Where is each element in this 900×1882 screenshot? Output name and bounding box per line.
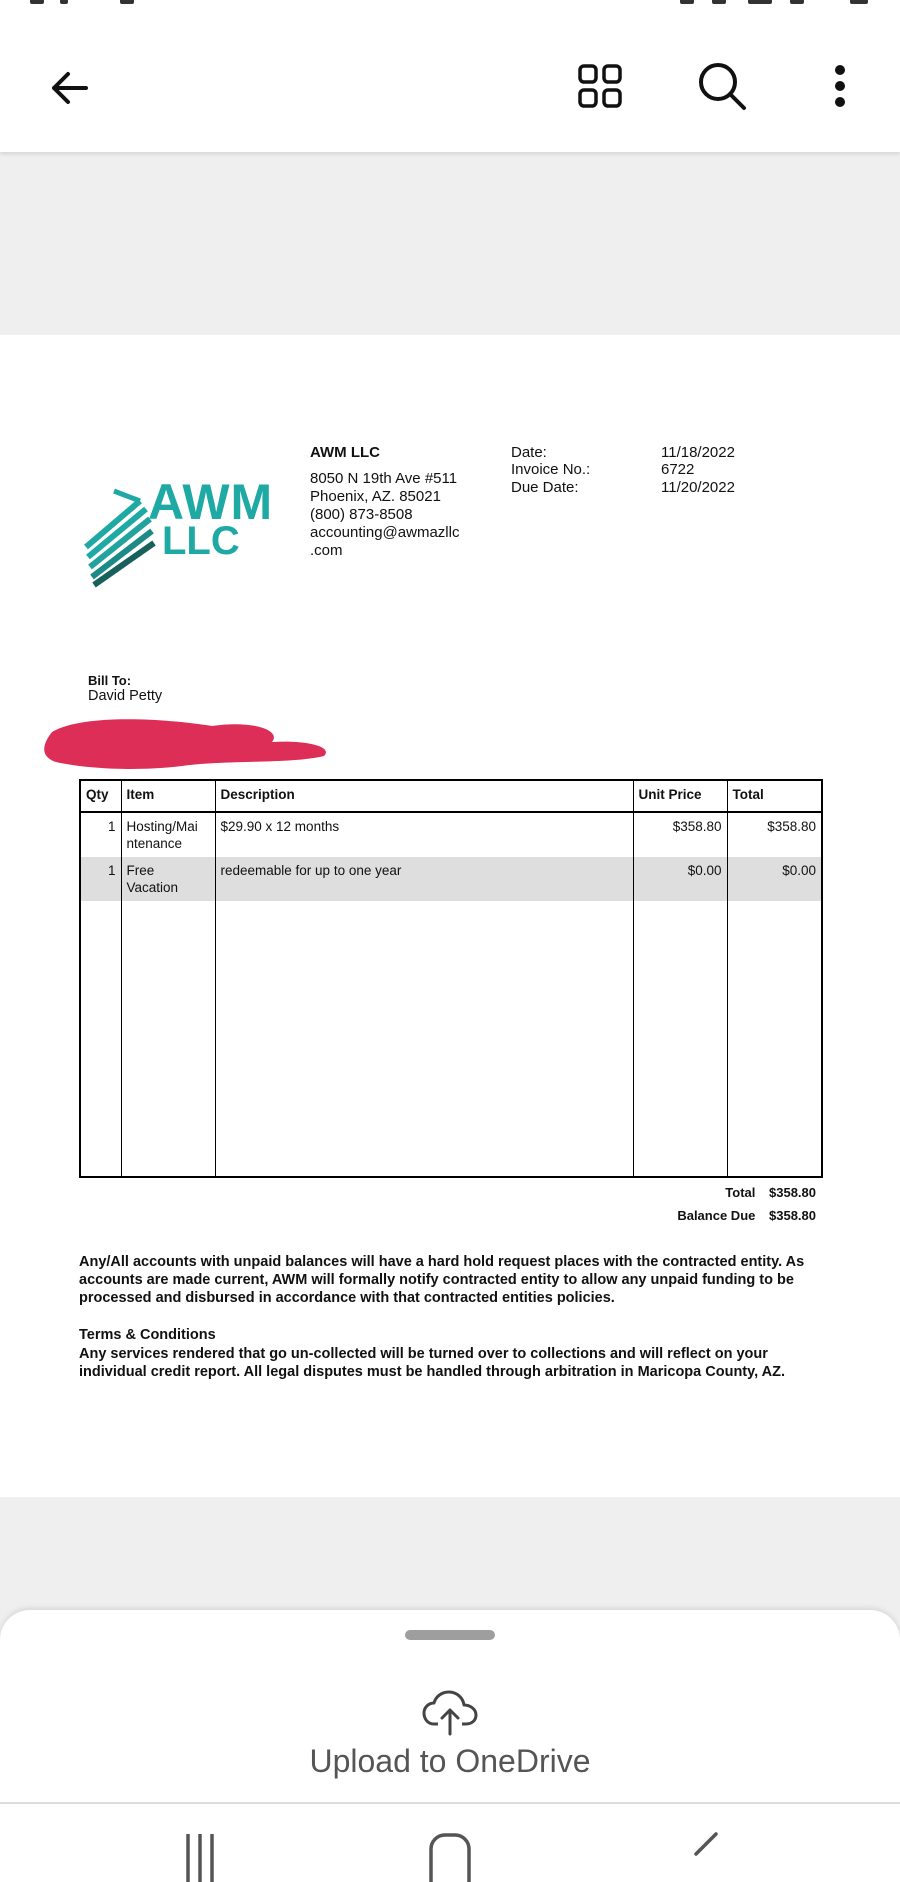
date-label: Date:: [511, 444, 547, 461]
terms-title: Terms & Conditions: [79, 1327, 216, 1343]
company-logo: [80, 475, 280, 595]
more-vertical-icon: [834, 64, 846, 108]
recent-apps-button[interactable]: [170, 1832, 230, 1880]
grid-view-icon: [576, 62, 624, 110]
date-value: 11/18/2022: [661, 444, 735, 461]
bill-to-name: David Petty: [88, 688, 163, 704]
row-qty: 1: [80, 857, 121, 901]
balance-due-label: Balance Due: [677, 1208, 756, 1223]
header-description: Description: [215, 780, 633, 812]
row-total: $0.00: [727, 857, 822, 901]
recent-apps-icon: [180, 1832, 220, 1882]
row-qty: 1: [80, 812, 121, 857]
logo-text-awm: AWM: [148, 474, 274, 530]
system-nav-bar: [0, 1802, 900, 1882]
unpaid-balance-notice: Any/All accounts with unpaid balances will have a hard hold request places with the contracted entity. As accounts are made current, AWM will formally notify contracted entity to allow any unpaid funding to be processed and disbursed in accordance with that contracted entities policies.: [79, 1254, 805, 1306]
status-bar: [0, 0, 900, 8]
due-date-value: 11/20/2022: [661, 479, 735, 496]
header-unit-price: Unit Price: [633, 780, 727, 812]
total-label: Total: [725, 1185, 756, 1200]
home-button[interactable]: [420, 1832, 480, 1880]
row-item: Free Vacation: [121, 857, 215, 901]
balance-due-row: [677, 1208, 816, 1223]
top-app-bar: [0, 0, 900, 152]
table-header-row: [80, 780, 822, 812]
redaction-scribble: [42, 712, 332, 772]
upload-label: Upload to OneDrive: [309, 1743, 591, 1779]
balance-due-value: $358.80: [769, 1208, 816, 1223]
cloud-upload-icon: [422, 1690, 478, 1736]
invoice-no-label: Invoice No.:: [511, 461, 591, 478]
more-options-button[interactable]: [816, 56, 864, 116]
company-email-cont: .com: [310, 542, 343, 559]
search-icon: [696, 60, 748, 112]
drag-handle[interactable]: [405, 1630, 495, 1640]
arrow-left-icon: [46, 64, 94, 112]
row-unit-price: $358.80: [633, 812, 727, 857]
total-value: $358.80: [769, 1185, 816, 1200]
row-total: $358.80: [727, 812, 822, 857]
due-date-label: Due Date:: [511, 479, 579, 496]
row-unit-price: $0.00: [633, 857, 727, 901]
nav-back-icon: [690, 1832, 720, 1882]
back-button[interactable]: [40, 58, 100, 118]
logo-text-llc: LLC: [162, 519, 240, 563]
row-description: redeemable for up to one year: [215, 857, 633, 901]
total-row: [725, 1185, 816, 1200]
header-total: Total: [727, 780, 822, 812]
company-email: accounting@awmazllc: [310, 524, 460, 541]
company-address-line2: Phoenix, AZ. 85021: [310, 488, 441, 505]
grid-view-button[interactable]: [570, 56, 630, 116]
bill-to-label: Bill To:: [88, 673, 132, 688]
home-icon: [428, 1832, 472, 1882]
invoice-items-table: [79, 779, 823, 1178]
company-address-line1: 8050 N 19th Ave #511: [310, 470, 458, 487]
terms-body: Any services rendered that go un-collected will be turned over to collections and will reflect on your individual credit report. All legal disputes must be handled through arbitration in Maricopa County, AZ.: [79, 1346, 785, 1380]
company-name: AWM LLC: [310, 444, 380, 461]
header-qty: Qty: [80, 780, 121, 812]
search-button[interactable]: [690, 54, 754, 118]
table-row: [80, 812, 822, 857]
document-page[interactable]: [0, 335, 900, 1497]
company-phone: (800) 873-8508: [310, 506, 413, 523]
nav-back-button[interactable]: [675, 1832, 735, 1880]
invoice-no-value: 6722: [661, 461, 695, 478]
row-description: $29.90 x 12 months: [215, 812, 633, 857]
table-empty-row: [80, 901, 822, 1177]
table-row: [80, 857, 822, 901]
row-item: Hosting/Mai ntenance: [121, 812, 215, 857]
header-item: Item: [121, 780, 215, 812]
